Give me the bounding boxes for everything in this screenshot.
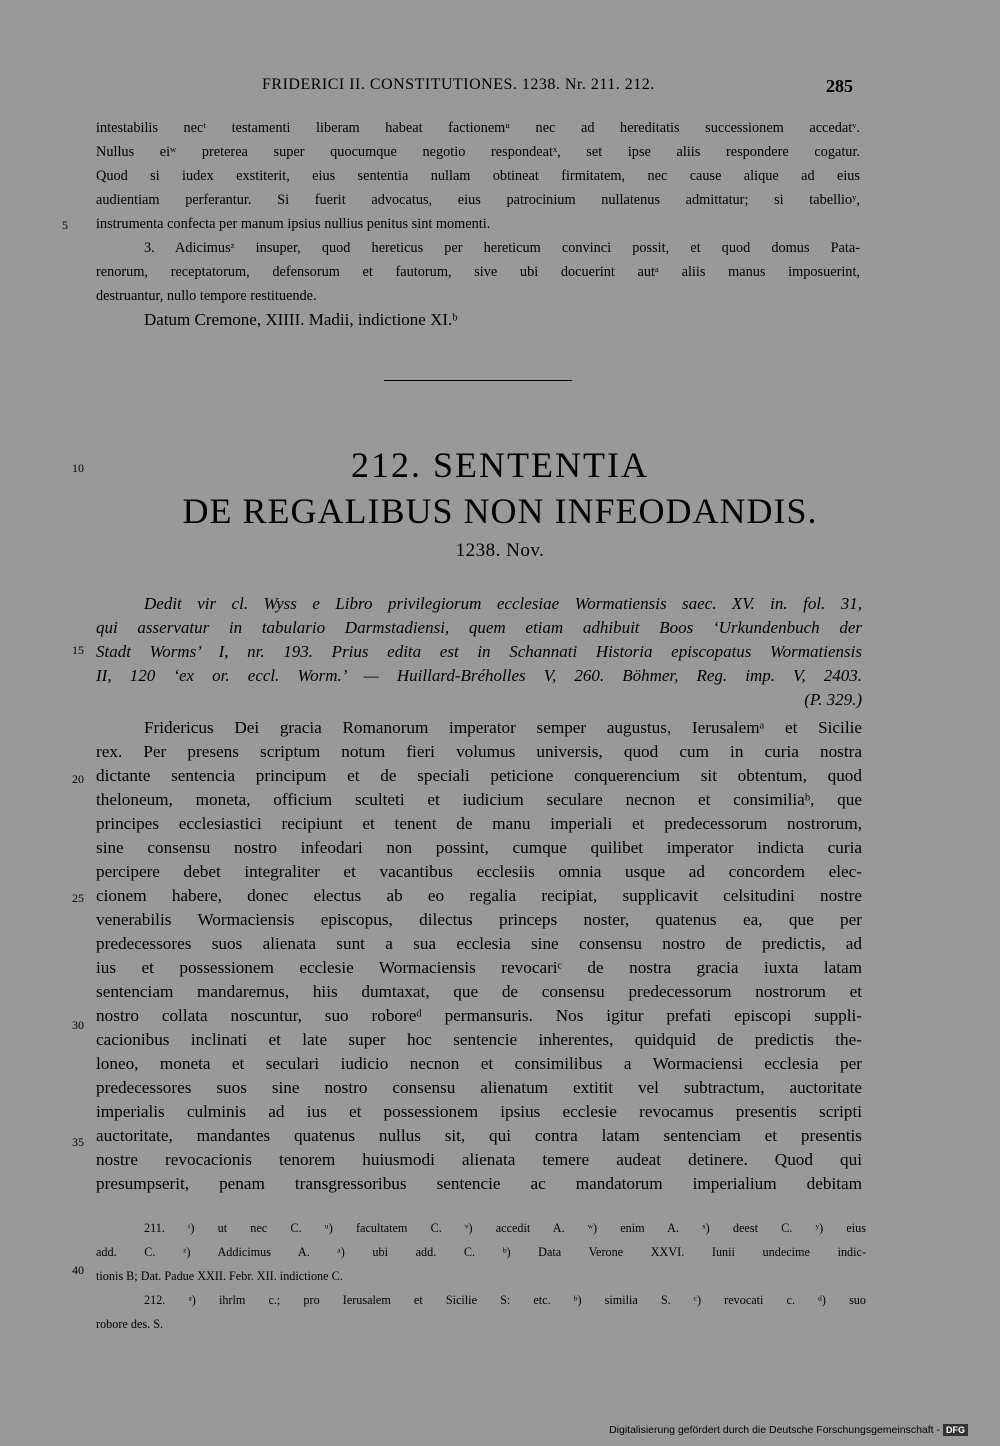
text-line: venerabilis Wormaciensis episcopus, dilectus princeps noster, quatenus ea, que per (96, 910, 862, 929)
editorial-introduction (96, 592, 862, 712)
margin-line-number: 15 (72, 643, 84, 657)
text-line: sine consensu nostro infeodari non possint, cumque quilibet imperator indicta curia (96, 838, 862, 857)
footnote-line: 212. ᵃ) ihrlm c.; pro Ierusalem et Sicilie S: etc. ᵇ) similia S. ᶜ) revocati c. ᵈ) suo (144, 1293, 866, 1307)
intro-line: qui asservatur in tabulario Darmstadiensi, quem etiam adhibuit Boos ‘Urkundenbuch der (96, 618, 862, 637)
text-line: Fridericus Dei gracia Romanorum imperator semper augustus, Ierusalemᵃ et Sicilie (144, 718, 862, 737)
footnote-line: add. C. ᶻ) Addicimus A. ᵃ) ubi add. C. ᵇ) Data Verone XXVI. Iunii undecime indic- (96, 1245, 866, 1259)
text-line: 3. Adicimusᶻ insuper, quod hereticus per hereticum convinci possit, et quod domus Pata- (144, 240, 860, 256)
text-line: cionem habere, donec electus ab eo regalia recipiat, supplicavit celsitudini nostre (96, 886, 862, 905)
text-line: intestabilis necᵗ testamenti liberam habeat factionemᵘ nec ad hereditatis successionem accedatᵛ. (96, 120, 860, 136)
intro-line: Dedit vir cl. Wyss e Libro privilegiorum ecclesiae Wormatiensis saec. XV. in. fol. 31, (144, 594, 862, 613)
running-title: FRIDERICI II. CONSTITUTIONES. 1238. Nr. 211. 212. (262, 76, 655, 93)
margin-line-number: 10 (72, 461, 84, 475)
text-line: cacionibus inclinati et late super hoc sentencie inherentes, quidquid de predictis the- (96, 1030, 862, 1049)
text-line: nostro collata noscuntur, suo roboreᵈ permansuris. Nos igitur prefati episcopi suppli- (96, 1006, 862, 1025)
text-line: Quod si iudex exstiterit, eius sententia nullam obtineat firmitatem, nec cause alique ad eius (96, 168, 860, 184)
intro-line: Stadt Worms’ I, nr. 193. Prius edita est in Schannati Historia episcopatus Wormatiensis (96, 642, 862, 661)
text-line: loneo, moneta et seculari iudicio necnon et consimilibus a Wormaciensi ecclesia per (96, 1054, 862, 1073)
text-line: presumpserit, penam transgressoribus sentencie ac mandatorum imperialium debitam (96, 1174, 862, 1193)
text-line: auctoritate, mandantes quatenus nullus sit, qui contra latam sentenciam et presentis (96, 1126, 862, 1145)
margin-line-number: 30 (72, 1018, 84, 1032)
credit-text: Digitalisierung gefördert durch die Deutsche Forschungsgemeinschaft - (609, 1424, 940, 1436)
text-line: principes ecclesiastici recipiunt et tenent de manu imperiali et predecessorum nostrorum, (96, 814, 862, 833)
text-line: rex. Per presens scriptum notum fieri volumus universis, quod cum in curia nostra (96, 742, 862, 761)
text-line: ius et possessionem ecclesie Wormaciensis revocariᶜ de nostra gracia iuxta latam (96, 958, 862, 977)
text-line: nostre revocacionis tenorem huiusmodi alienata temere audeat detinere. Quod qui (96, 1150, 862, 1169)
margin-line-number: 20 (72, 772, 84, 786)
footnotes (96, 1218, 866, 1338)
datum-line: Datum Cremone, XIIII. Madii, indictione XI.ᵇ (144, 310, 458, 329)
page-number: 285 (826, 76, 853, 96)
document-title: DE REGALIBUS NON INFEODANDIS. (182, 491, 818, 531)
margin-line-number: 5 (62, 218, 68, 232)
document-date: 1238. Nov. (455, 540, 545, 561)
text-line: predecessores suos sine nostro consensu alienatum extitit vel subtractum, auctoritate (96, 1078, 862, 1097)
text-line: sentenciam mandaremus, hiis dumtaxat, que de consensu predecessorum nostrorum et (96, 982, 862, 1001)
dfg-logo: DFG (943, 1424, 968, 1436)
footnote-line: robore des. S. (96, 1317, 164, 1331)
text-line: audientiam perferantur. Si fuerit advocatus, eius patrocinium nullatenus admittatur; si tabellioʸ, (96, 192, 860, 208)
text-line: Nullus eiʷ preterea super quocumque negotio respondeatˣ, set ipse aliis respondere cogatur. (96, 144, 860, 160)
margin-line-number: 25 (72, 891, 84, 905)
margin-line-number: 35 (72, 1135, 84, 1149)
footnote-line: 211. ᵗ) ut nec C. ᵘ) facultatem C. ᵛ) accedit A. ʷ) enim A. ˣ) deest C. ʸ) eius (144, 1221, 866, 1235)
footnote-line: tionis B; Dat. Padue XXII. Febr. XII. indictione C. (96, 1269, 343, 1283)
document-number-title: 212. SENTENTIA (351, 445, 649, 485)
intro-line: II, 120 ‘ex or. eccl. Worm.’ — Huillard-Bréholles V, 260. Böhmer, Reg. imp. V, 2403. (96, 666, 862, 685)
digitization-credit (609, 1424, 968, 1436)
text-line: dictante sentencia principum et de speciali peticione conquerencium sit obtentum, quod (96, 766, 862, 785)
section-separator (384, 380, 572, 381)
charter-text (96, 716, 862, 1196)
text-line: renorum, receptatorum, defensorum et fautorum, sive ubi docuerint autᵃ aliis manus imposuerint, (96, 264, 860, 280)
text-line: predecessores suos alienata sunt a sua ecclesia sine consensu nostro de predictis, ad (96, 934, 862, 953)
text-line: destruantur, nullo tempore restituende. (96, 288, 317, 304)
text-line: theloneum, moneta, officium sculteti et iudicium seculare necnon et consimiliaᵇ, que (96, 790, 862, 809)
text-line: imperialis culminis ad ius et possessionem ipsius ecclesie revocamus presentis scripti (96, 1102, 862, 1121)
text-line: instrumenta confecta per manum ipsius nullius penitus sint momenti. (96, 216, 491, 232)
margin-line-number: 40 (72, 1263, 84, 1277)
text-line: percipere debet integraliter et vacantibus ecclesiis omnia usque ad concordem elec- (96, 862, 862, 881)
section-211-text (96, 116, 860, 332)
intro-line: (P. 329.) (804, 690, 862, 709)
